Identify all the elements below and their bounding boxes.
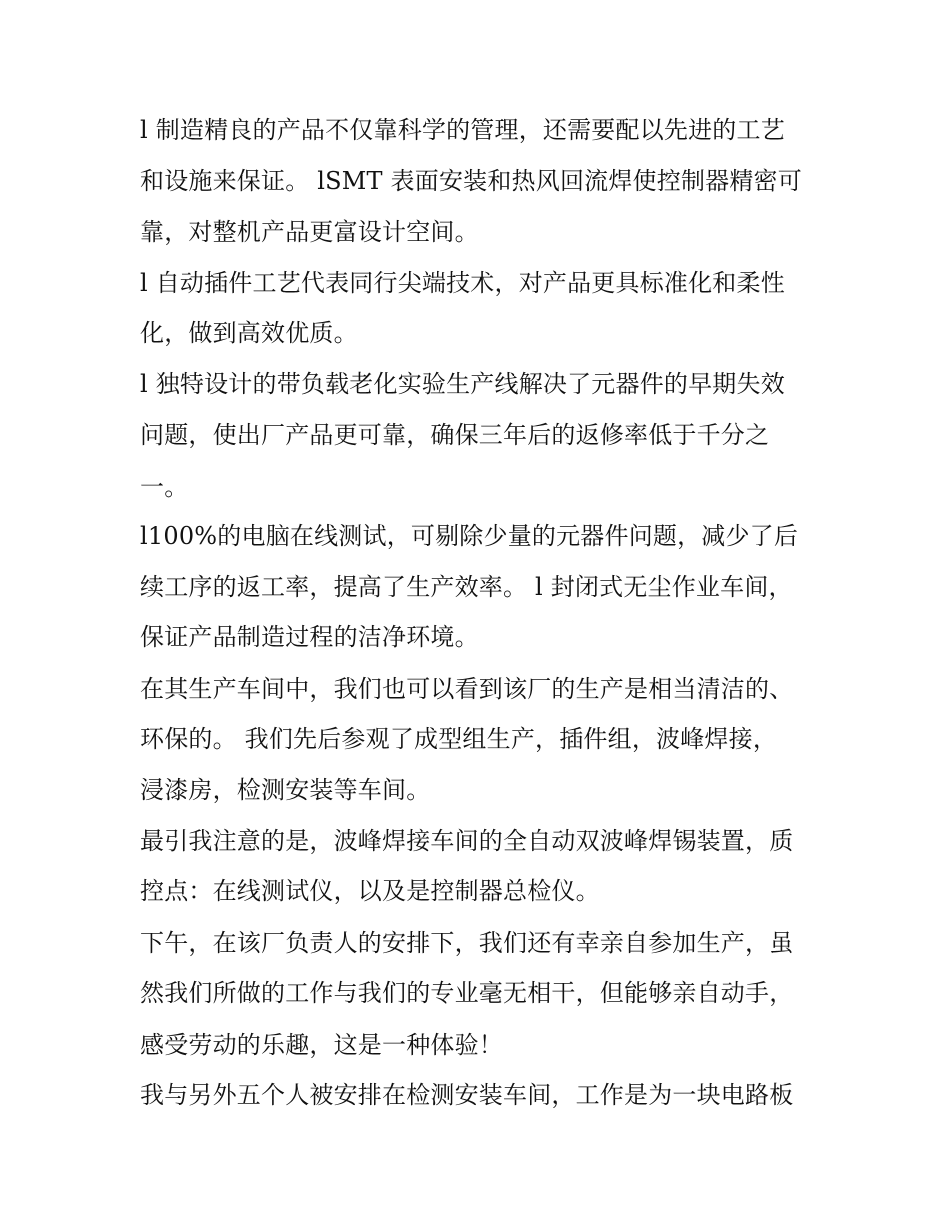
text-line: 环保的。 我们先后参观了成型组生产，插件组，波峰焊接， [140,725,778,753]
text-line: 最引我注意的是，波峰焊接车间的全自动双波峰焊锡装置，质 [140,827,794,855]
text-line: l100%的电脑在线测试，可剔除少量的元器件问题，减少了后 [140,522,799,550]
text-line: 续工序的返工率，提高了生产效率。 l 封闭式无尘作业车间， [140,573,793,601]
text-line: 感受劳动的乐趣，这是一种体验！ [140,1031,503,1059]
text-line: 我与另外五个人被安排在检测安装车间，工作是为一块电路板 [140,1081,794,1109]
text-line: 问题，使出厂产品更可靠，确保三年后的返修率低于千分之 [140,421,770,449]
text-line: l 自动插件工艺代表同行尖端技术，对产品更具标准化和柔性 [140,269,785,297]
text-line: 在其生产车间中，我们也可以看到该厂的生产是相当清洁的、 [140,675,794,703]
text-line: 保证产品制造过程的洁净环境。 [140,623,479,651]
text-line: 化，做到高效优质。 [140,319,358,347]
text-line: l 制造精良的产品不仅靠科学的管理，还需要配以先进的工艺 [140,116,785,144]
text-line: 一。 [140,473,189,501]
text-line: l 独特设计的带负载老化实验生产线解决了元器件的早期失效 [140,370,785,398]
text-line: 控点：在线测试仪，以及是控制器总检仪。 [140,877,600,905]
text-line: 下午，在该厂负责人的安排下，我们还有幸亲自参加生产，虽 [140,929,794,957]
text-line: 和设施来保证。 lSMT 表面安装和热风回流焊使控制器精密可 [140,167,802,195]
text-line: 浸漆房，检测安装等车间。 [140,776,431,804]
text-line: 然我们所做的工作与我们的专业毫无相干，但能够亲自动手， [140,979,794,1007]
text-line: 靠，对整机产品更富设计空间。 [140,218,479,246]
